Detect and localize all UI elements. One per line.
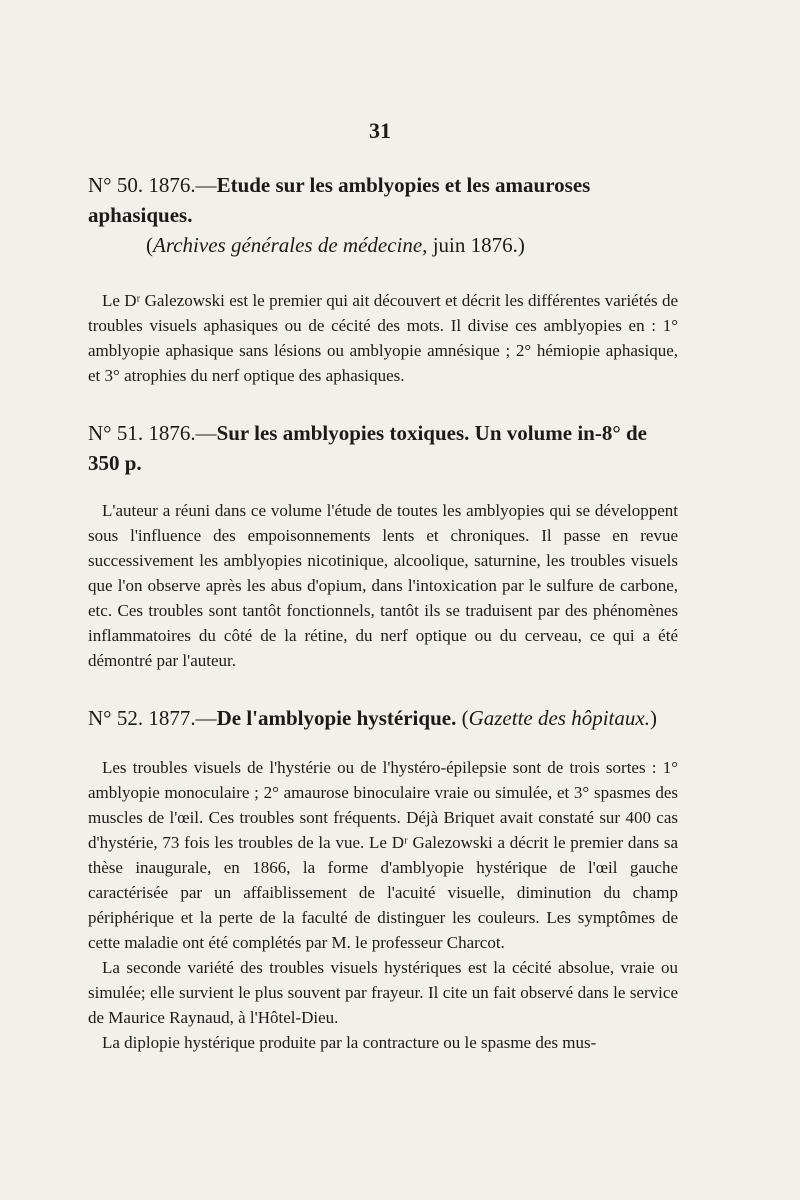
entry-title: De l'amblyopie hystérique. — [216, 706, 457, 730]
source-open: ( — [146, 233, 153, 257]
entry-number: N° 52. — [88, 706, 144, 730]
entry-number: N° 51. — [88, 421, 144, 445]
entry-52 — [88, 703, 678, 1055]
entry-dash: — — [195, 173, 217, 197]
entry-title: Sur les amblyopies toxiques. Un volume in-8° de 350 p. — [88, 421, 647, 475]
source-open: ( — [456, 706, 469, 730]
source-journal: Archives générales de médecine, — [153, 233, 428, 257]
entry-paragraph: Le Dʳ Galezowski est le premier qui ait découvert et décrit les différentes variétés de troubles visuels aphasiques ou de cécité des mots. Il divise ces amblyopies en : 1° amblyopie aphasique sans lésions ou amblyopie amnésique ; 2° hémiopie aphasique, et 3° atrophies du nerf optique des aphasiques. — [88, 291, 678, 385]
entry-dash: — — [195, 706, 217, 730]
source-close: ) — [649, 706, 657, 730]
entry-paragraph: La diplopie hystérique produite par la contracture ou le spasme des mus- — [102, 1033, 597, 1052]
entry-50 — [88, 170, 678, 388]
entry-number: N° 50. — [88, 173, 144, 197]
page-content — [88, 170, 678, 1055]
entry-paragraph: L'auteur a réuni dans ce volume l'étude de toutes les amblyopies qui se développent sous l'influence des empoisonnements lents et chroniques. Il passe en revue successivement les amblyopies nicotinique, alcoolique, saturnine, les troubles visuels que l'on observe après les abus d'opium, dans l'intoxication par le sulfure de carbone, etc. Ces troubles sont tantôt fonctionnels, tantôt ils se traduisent par des phénomènes inflammatoires du côté de la rétine, du nerf optique ou du cerveau, ce qui a été démontré par l'auteur. — [88, 501, 678, 670]
entry-heading — [88, 418, 678, 478]
entry-source — [88, 230, 678, 260]
entry-heading — [88, 170, 678, 260]
entry-year: 1876. — [148, 421, 196, 445]
entry-dash: — — [195, 421, 217, 445]
entry-title: Etude sur les amblyopies et les amauroses aphasiques. — [88, 173, 591, 227]
source-journal: Gazette des hôpitaux. — [468, 706, 650, 730]
entry-year: 1876. — [148, 173, 196, 197]
entry-year: 1877. — [148, 706, 196, 730]
entry-heading — [88, 703, 678, 733]
entry-paragraph: Les troubles visuels de l'hystérie ou de l'hystéro-épilepsie sont de trois sortes : 1° amblyopie monoculaire ; 2° amaurose binoculaire vraie ou simulée, et 3° spasmes des muscles de l'œil. Ces troubles sont fréquents. Déjà Briquet avait constaté sur 400 cas d'hystérie, 73 fois les troubles de la vue. Le Dʳ Galezowski a décrit le premier dans sa thèse inaugurale, en 1866, la forme d'amblyopie hystérique de l'œil gauche caractérisée par un affaiblissement de l'acuité visuelle, diminution du champ périphérique et la perte de la faculté de distinguer les couleurs. Les symptômes de cette maladie ont été complétés par M. le professeur Charcot. — [88, 758, 678, 952]
entry-paragraph: La seconde variété des troubles visuels hystériques est la cécité absolue, vraie ou simulée; elle survient le plus souvent par frayeur. Il cite un fait observé dans le service de Maurice Raynaud, à l'Hôtel-Dieu. — [88, 958, 678, 1027]
source-date: juin 1876.) — [427, 233, 525, 257]
page-number: 31 — [369, 118, 391, 143]
entry-51 — [88, 418, 678, 673]
